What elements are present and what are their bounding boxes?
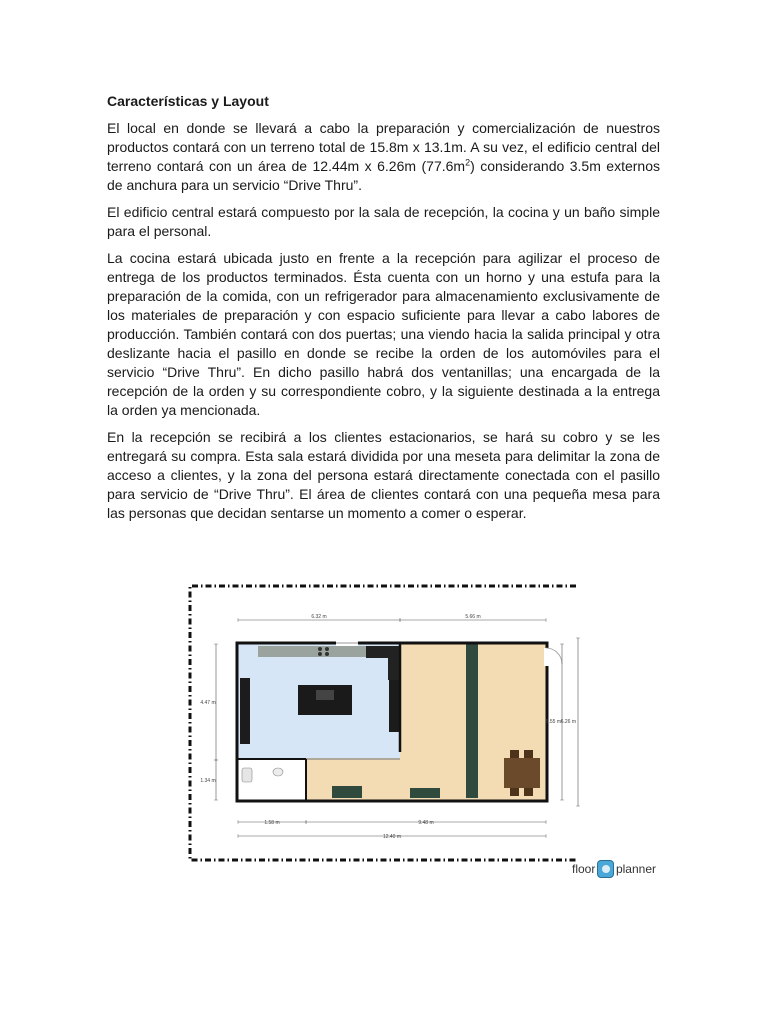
kitchen-counter-left — [240, 678, 250, 744]
stove-burner — [325, 647, 329, 651]
stove-burner — [318, 652, 322, 656]
floorplanner-logo — [572, 858, 656, 880]
dim-right-outer: 6.26 m — [560, 719, 576, 725]
section-heading: Características y Layout — [107, 93, 269, 109]
chair — [510, 750, 519, 758]
dim-bottom-total: 12.40 m — [382, 834, 402, 840]
paragraph-3: La cocina estará ubicada justo en frente a la recepción para agilizar el proceso de entrega de los productos terminados. Ésta cuenta con un horno y una estufa para la preparación de la comida, con un refrigerador para almacenamiento exclusivamente de los materiales de preparación y con espacio suficiente para llevar a cabo labores de producción. También contará con dos puertas; una viendo hacia la salida principal y otra deslizante hacia el pasillo en donde se recibe la orden de los automóviles para el servicio “Drive Thru”. En dicho pasillo habrá dos ventanillas; una encargada de la recepción de la orden y su correspondiente cobro, y la siguiente destinada a la entrega la orden ya mencionada. — [107, 250, 660, 418]
window-order — [332, 786, 362, 798]
floorplanner-logo-icon — [597, 860, 614, 878]
dim-top-left: 6.32 m — [311, 614, 327, 620]
window-pickup — [410, 788, 440, 798]
paragraph-1-text-a: El local en donde se llevará a cabo la preparación y comercialización de nuestros productos contará con un terreno total de 15.8m x 13.1m. A su vez, el edificio central del terreno contará con un área de 12.44m x 6.26m (77.6m — [107, 120, 660, 174]
chair — [510, 788, 519, 796]
paragraph-1 — [107, 119, 660, 195]
document-body — [107, 92, 660, 531]
chair — [524, 788, 533, 796]
dim-right-inner: 5.55 m — [545, 719, 561, 725]
dim-bottom-right: 9.48 m — [418, 820, 434, 826]
floor-plan — [186, 582, 586, 864]
island-cooktop — [316, 690, 334, 700]
superscript-two: 2 — [465, 157, 471, 168]
bathroom-sink — [242, 768, 252, 782]
dim-top-right: 5.66 m — [465, 614, 481, 620]
paragraph-2: El edificio central estará compuesto por la sala de recepción, la cocina y un baño simple para el personal. — [107, 204, 660, 239]
door-gap-right — [544, 648, 549, 666]
paragraph-4: En la recepción se recibirá a los clientes estacionarios, se hará su cobro y se les entregará su compra. Esta sala estará dividida por una meseta para delimitar la zona de acceso a clientes, y la zona del persona estará directamente conectada con el pasillo para servicio de “Drive Thru”. El área de clientes contará con una pequeña mesa para las personas que decidan sentarse un momento a comer o esperar. — [107, 429, 660, 521]
logo-text-left: floor — [572, 862, 596, 876]
dim-left-upper: 4.47 m — [200, 700, 216, 706]
logo-text-right: planner — [615, 862, 656, 876]
customer-table — [504, 758, 540, 788]
toilet — [273, 768, 283, 776]
dim-left-lower: 1.34 m — [200, 778, 216, 784]
chair — [524, 750, 533, 758]
stove-burner — [318, 647, 322, 651]
stove-burner — [325, 652, 329, 656]
kitchen-counter-right — [389, 680, 399, 732]
dim-bottom-left: 1.58 m — [264, 820, 280, 826]
drive-thru-counter — [466, 644, 478, 798]
paragraph-1-text-b: ) considerando 3.5m externos de anchura para un servicio “Drive Thru”. — [107, 158, 661, 193]
